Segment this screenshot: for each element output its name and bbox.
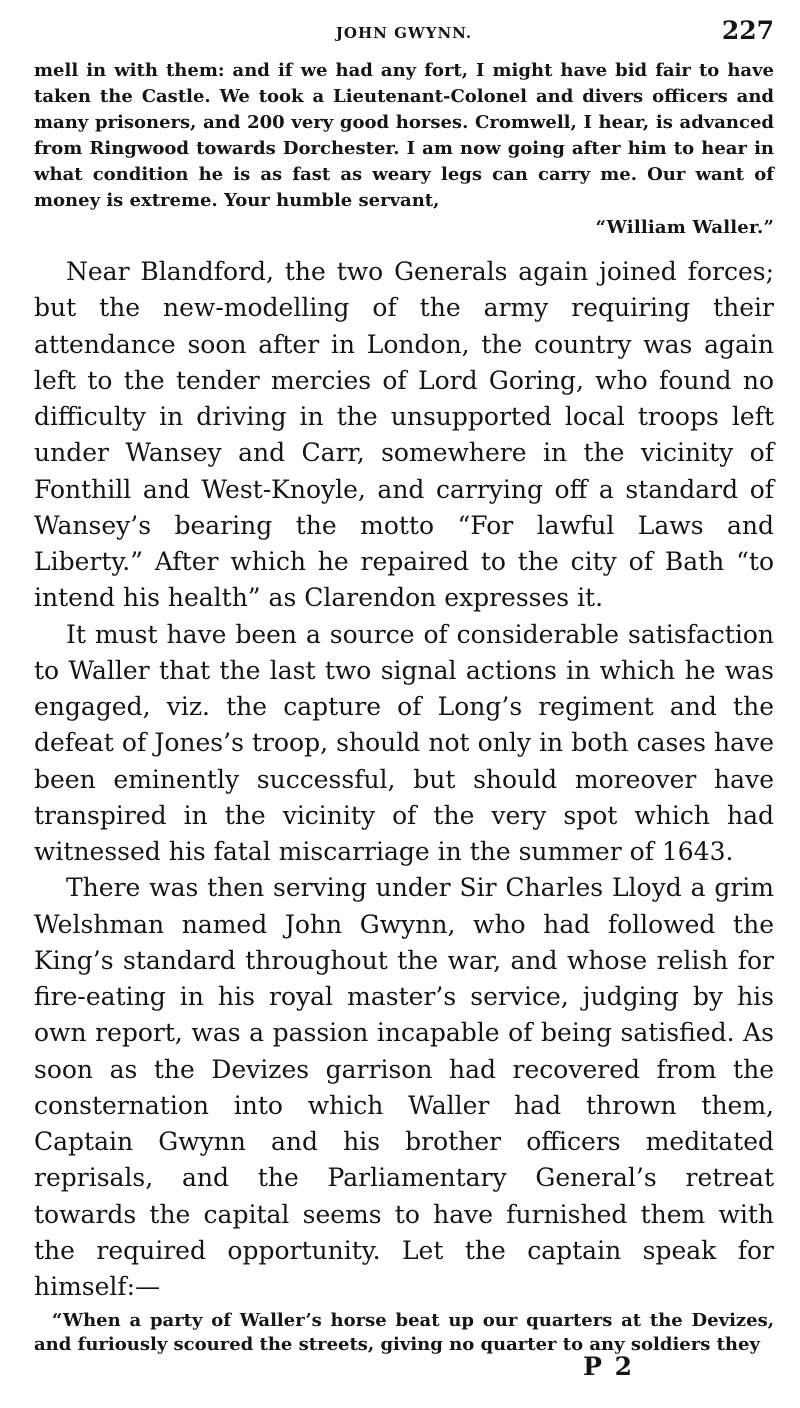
quoted-extract: “When a party of Waller’s horse beat up our quarters at the Devizes, and furiously scoured the streets, giving no quarter to any soldiers they	[34, 1310, 774, 1356]
main-text	[34, 254, 774, 1305]
page-footer	[34, 1352, 774, 1382]
letter-signature: “William Waller.”	[595, 217, 774, 238]
paragraph-2: It must have been a source of considerable satisfaction to Waller that the last two signal actions in which he was engaged, viz. the capture of Long’s regiment and the defeat of Jones’s troop, should not only in both cases have been eminently successful, but should moreover have transpired in the vicinity of the very spot which had witnessed his fatal miscarriage in the summer of 1643.	[34, 619, 774, 866]
letter-extract	[34, 58, 774, 240]
signature-mark: P 2	[583, 1352, 634, 1382]
running-head: JOHN GWYNN.	[335, 24, 473, 42]
paragraph-1: Near Blandford, the two Generals again joined forces; but the new-modelling of the army requiring their attendance soon after in London, the country was again left to the tender mercies of Lord Goring, who found no difficulty in driving in the unsupported local troops left under Wansey and Carr, somewhere in the vicinity of Fonthill and West-Knoyle, and carrying off a standard of Wansey’s bearing the motto “For lawful Laws and Liberty.” After which he repaired to the city of Bath “to intend his health” as Clarendon expresses it.	[34, 257, 774, 613]
letter-body: mell in with them: and if we had any fort, I might have bid fair to have taken the Castle. We took a Lieutenant-Colonel and divers officers and many prisoners, and 200 very good horses. Cromwell, I hear, is advanced from Ringwood towards Dorchester. I am now going after him to hear in what condition he is as fast as weary legs can carry me. Our want of money is extreme. Your humble servant,	[34, 60, 774, 211]
book-page	[34, 16, 774, 1381]
page-header	[34, 16, 774, 50]
page-number: 227	[721, 16, 774, 45]
paragraph-3: There was then serving under Sir Charles Lloyd a grim Welshman named John Gwynn, who had followed the King’s standard throughout the war, and whose relish for fire-eating in his royal master’s service, judging by his own report, was a passion incapable of being satisfied. As soon as the Devizes garrison had recovered from the consternation into which Waller had thrown them, Captain Gwynn and his brother officers meditated reprisals, and the Parliamentary General’s retreat towards the capital seems to have furnished them with the required opportunity. Let the captain speak for himself:—	[34, 873, 774, 1301]
